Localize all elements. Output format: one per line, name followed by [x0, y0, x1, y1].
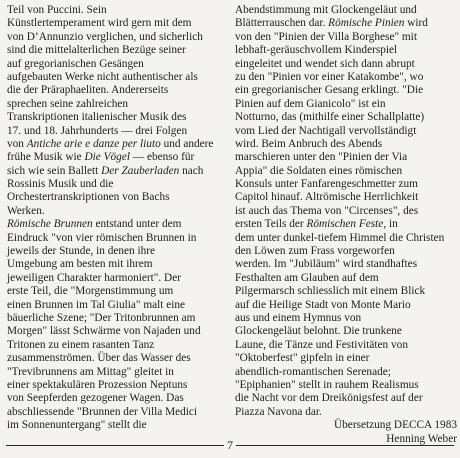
left-column-text-line: Transkriptionen italienischer Musik des [7, 111, 187, 124]
footer-rule-left [6, 445, 224, 446]
left-column-text-line: erste Teil, die "Morgenstimmung um [7, 285, 174, 298]
right-column-text-line: Appia" die Soldaten eines römischen [235, 164, 403, 177]
right-column-text-line: Pinien auf dem Gianicolo" ist ein [235, 97, 386, 110]
italic-title: Die Vögel [84, 151, 130, 164]
left-column-text-line: abschliessende "Brunnen der Villa Medici [7, 405, 198, 418]
right-column-text-line: ist auch das Thema von "Circenses", des [235, 204, 419, 217]
right-column-text-line: Capitol hinauf. Altrömische Herrlichkeit [235, 191, 419, 204]
left-column-text-line: jeweiligen Charakter harmoniert". Der [7, 271, 181, 284]
right-column-text-line: dem unter dunkel-tiefem Himmel die Christen [235, 231, 445, 244]
right-column-text-line: Pilgermarsch schliesslich mit einem Blick [235, 285, 426, 298]
right-column-text-line: wird. Beim Anbruch des Abends [235, 137, 383, 150]
left-column-text-line: von D’Annunzio verglichen, und sicherlich [7, 30, 203, 43]
right-column-text-line: werden. Im "Jubiläum" wird standhaftes [235, 258, 418, 271]
right-column-text-line: von den "Pinien der Villa Borghese" mit [235, 30, 417, 43]
left-column-text-line: von Seepferden gezogener Wagen. Das [7, 392, 184, 405]
left-column-text-line: auf gregorianischen Gesängen [7, 57, 144, 70]
left-column-text-line: Eindruck "von vier römischen Brunnen in [7, 231, 197, 244]
left-column-text-line: aufgebauten Werke nicht authentischer als [7, 70, 198, 83]
right-column-text-line: lebhaft-geräuschvollem Kinderspiel [235, 44, 398, 57]
left-column-text-line: frühe Musik wie Die Vögel — ebenso für [7, 151, 195, 164]
italic-title: Römische Brunnen [7, 218, 93, 231]
right-column-text-line: den Löwen zum Frass vorgeworfen [235, 245, 395, 258]
left-column-text-line: sich wie sein Ballett Der Zauberladen nach [7, 164, 204, 177]
left-column-text-line: einer spektakulären Prozession Neptuns [7, 378, 188, 391]
right-column-text-line: "Oktoberfest" gipfeln in einer [235, 352, 370, 365]
left-column-text-line: zusammenströmen. Über das Wasser des [7, 352, 191, 365]
italic-title: Der Zauberladen [101, 164, 180, 177]
italic-title: Antiche arie e danze per liuto [26, 137, 161, 150]
right-column-text-line: Abendstimmung mit Glockengeläut und [235, 4, 417, 16]
right-column-text-line: Glockengeläut belohnt. Die trunkene [235, 325, 402, 338]
left-column-text-line: bäuerliche Szene; "Der Tritonbrunnen am [7, 311, 196, 324]
left-column-text-line: Rossinis Musik und die [7, 178, 114, 191]
page-number: 7 [227, 438, 233, 452]
right-column-text-line: auf die Heilige Stadt von Monte Mario [235, 298, 411, 311]
left-column-text-line: Werken. [7, 204, 45, 217]
left-column-text-line: Orchestertranskriptionen von Bachs [7, 191, 170, 204]
left-text-column [7, 4, 229, 433]
left-column-text-line: Römische Brunnen entstand unter dem [7, 218, 182, 231]
left-column-text-line: Tritonen zu einem rasanten Tanz [7, 338, 155, 351]
right-column-text-line: Henning Weber [386, 432, 457, 445]
right-column-text-line: aus und einem Hymnus von [235, 311, 362, 324]
right-column-text-line: Übersetzung DECCA 1983 [334, 419, 457, 432]
right-column-text-line: marschieren unter den "Pinien der Via [235, 151, 408, 164]
right-column-text-line: vom Lied der Nachtigall vervollständigt [235, 124, 417, 137]
left-column-text-line: im Sonnenuntergang" stellt die [7, 419, 147, 432]
left-column-text-line: "Trevibrunnens am Mittag" gleitet in [7, 365, 174, 378]
right-column-text-line: Piazza Navona dar. [235, 405, 322, 418]
left-column-text-line: einen Brunnen im Tal Giulia" malt eine [7, 298, 186, 311]
left-column-text-line: sprechen seine zahlreichen [7, 97, 129, 110]
left-column-text-line: sind die mittelalterlichen Bezüge seiner [7, 44, 186, 57]
right-column-text-line: Konsuls unter Fanfarengeschmetter zum [235, 178, 418, 191]
right-column-text-line: "Epiphanien" stellt in rauhem Realismus [235, 378, 419, 391]
right-column-text-line: Festhalten am Glauben auf dem [235, 271, 379, 284]
left-column-text-line: Künstlertemperament wird gern mit dem [7, 17, 192, 30]
right-column-text-line: zu den "Pinien vor einer Katakombe", wo [235, 70, 424, 83]
left-column-text-line: Teil von Puccini. Sein [7, 4, 107, 16]
left-column-text-line: 17. und 18. Jahrhunderts — drei Folgen [7, 124, 188, 137]
right-column-text-line: Laune, die Tänze und Festivitäten von [235, 338, 408, 351]
right-column-text-line: Notturno, das (mithilfe einer Schallplatte) [235, 111, 425, 124]
left-column-text-line: Morgen" lässt Schwärme von Najaden und [7, 325, 201, 338]
right-column-text-line: abendlich-romantischen Serenade; [235, 365, 391, 378]
left-column-text-line: Umgebung am besten mit ihrem [7, 258, 153, 271]
left-column-text-line: von Antiche arie e danze per liuto und andere [7, 137, 214, 150]
left-column-text-line: jeweils der Stunde, in denen ihre [7, 245, 156, 258]
right-column-text-line: Blätterrauschen dar. Römische Pinien wird [235, 17, 428, 30]
right-column-text-line: ersten Teils der Römischen Feste, in [235, 218, 398, 231]
italic-title: Römische Pinien [328, 17, 405, 30]
right-text-column [235, 4, 457, 446]
left-column-text-line: die der Präraphaeliten. Andererseits [7, 84, 169, 97]
right-column-text-line: eingeleitet und wendet sich dann abrupt [235, 57, 415, 70]
italic-title: Römischen Feste [306, 218, 384, 231]
right-column-text-line: die Nacht vor dem Dreikönigsfest auf der [235, 392, 423, 405]
footer-rule-right [236, 445, 454, 446]
right-column-text-line: ein gregorianischer Gesang erklingt. "Die [235, 84, 424, 97]
page-footer [0, 436, 460, 454]
